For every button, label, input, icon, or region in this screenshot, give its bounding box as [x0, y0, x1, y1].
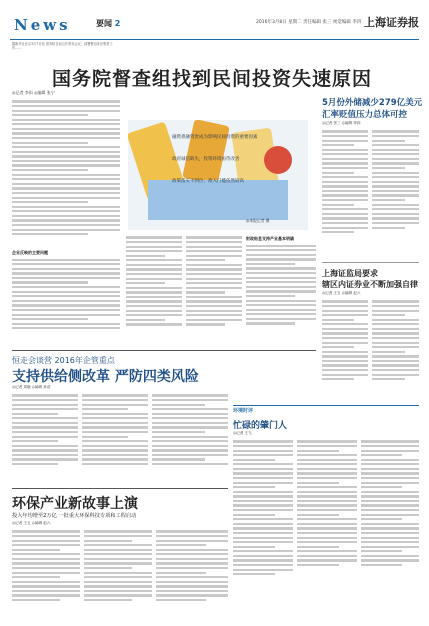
env-subhead: 投入年均增至2万亿 一批重大环保科技专项和工程启动: [12, 513, 137, 519]
section-rule: [12, 350, 316, 351]
right-top-subhead: 汇率贬值压力总体可控: [322, 110, 408, 120]
policy-byline: ◎记者 周晓 ◎编辑 孙浩: [12, 385, 51, 389]
right-bottom-body-2: [297, 438, 357, 620]
right-top-byline: ◎记者 张三 ◎编辑 李四: [322, 121, 361, 125]
section-name: 要闻: [96, 19, 112, 28]
dateline: 2016年3月8日 星期二 责任编辑 张三 视觉编辑 李四: [256, 20, 362, 25]
main-column-3: [186, 234, 242, 346]
column-tag-bar: [233, 405, 419, 415]
illustration: [128, 120, 308, 230]
policy-body-3: [152, 392, 228, 484]
env-body-2: [84, 528, 152, 620]
photo-caption-1: 融资难融资贵成为影响民间投资的重要因素: [172, 135, 258, 140]
lead-summary: 据新华社北京3月7日电 国务院日前召开常务会议，部署整治非法集资工作……: [12, 42, 113, 50]
right-mid-body-2: [372, 298, 419, 402]
right-top-body-2: [372, 128, 419, 258]
right-bottom-headline: 忙碌的肇门人: [233, 421, 288, 431]
right-mid-headline: 上海证监局要求: [322, 269, 378, 278]
section-word: News: [14, 16, 71, 34]
photo-credit: ◎本报记者 摄: [246, 218, 270, 223]
main-byline: ◎记者 李雨 ◎编辑 张宁: [12, 90, 55, 95]
main-column-1b: [12, 248, 120, 348]
section-label: [96, 18, 120, 29]
policy-kicker: 恒走会谈营 2016年企管重点: [12, 356, 115, 365]
right-mid-body: [322, 298, 368, 402]
masthead: [10, 6, 419, 40]
photo-caption-3: 政策落实不到位，准入门槛依然较高: [172, 179, 244, 184]
section-rule-2: [12, 488, 228, 489]
main-headline: 国务院督查组找到民间投资失速原因: [51, 68, 372, 90]
main-column-4: [246, 234, 316, 346]
right-bottom-body-3: [361, 438, 419, 620]
right-mid-subhead: 辖区内证券业不断加强自律: [322, 280, 418, 289]
right-top-headline: 5月份外储减少279亿美元: [322, 98, 423, 108]
env-headline: 环保产业新故事上演: [12, 496, 138, 512]
page-number: 2: [114, 19, 121, 28]
main-column-2: [126, 234, 182, 346]
right-bottom-body: [233, 438, 293, 620]
policy-headline: 支持供给侧改革 严防四类风险: [12, 369, 199, 385]
column-tag: 环境时评: [233, 408, 254, 414]
env-body-1: [12, 528, 80, 620]
policy-body-2: [82, 392, 148, 484]
masthead-rule: [10, 39, 419, 40]
policy-body-1: [12, 392, 78, 484]
right-top-body: [322, 128, 368, 258]
photo-caption-2: 政府诚信缺失，投资环境亟待改善: [172, 157, 240, 162]
right-bottom-byline: ◎记者 王飞: [233, 431, 252, 435]
env-byline: ◎记者 王五 ◎编辑 赵六: [12, 521, 51, 525]
divider: [322, 262, 419, 263]
subsection-title: 企业反映的主要问题: [12, 250, 48, 255]
main-column-1: [12, 98, 120, 248]
subsection2-title: 财政贴息支持产业基本明确: [246, 236, 294, 241]
paper-name: 上海证券报: [364, 16, 419, 29]
env-body-3: [156, 528, 228, 620]
right-mid-byline: ◎记者 王五 ◎编辑 赵六: [322, 291, 361, 295]
